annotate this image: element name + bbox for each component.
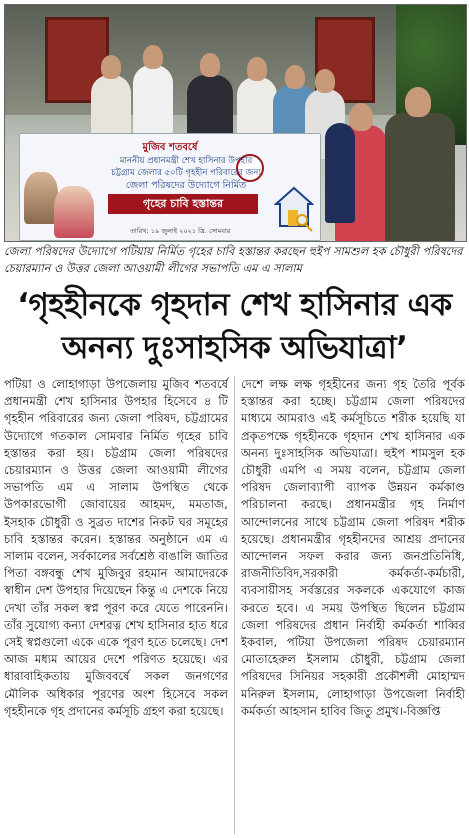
banner-date: তারিখ: ১৯ জুলাই ২০২১ খ্রি. সোমবার bbox=[130, 227, 231, 235]
key-handover-banner bbox=[19, 133, 321, 241]
photo-person-head bbox=[143, 45, 163, 69]
photo-person-head bbox=[200, 53, 220, 77]
photo-person-head bbox=[349, 103, 373, 131]
portrait-prime-minister bbox=[54, 186, 94, 238]
portrait-bangabandhu bbox=[24, 172, 58, 224]
banner-title: গৃহের চাবি হস্তান্তর bbox=[108, 194, 258, 214]
house-key-icon bbox=[274, 186, 314, 232]
banner-line-gift: মাননীয় প্রধানমন্ত্রী শেখ হাসিনার উপহার bbox=[119, 156, 253, 166]
article-column-right bbox=[234, 376, 465, 834]
photo-person bbox=[133, 65, 173, 135]
photo-person-head bbox=[315, 69, 335, 93]
photo-person-head bbox=[405, 87, 431, 117]
headline: ‘গৃহহীনকে গৃহদান শেখ হাসিনার এক অনন্য দুঃসাহসিক অভিযাত্রা’ bbox=[17, 287, 452, 366]
photo-person-head bbox=[285, 65, 305, 89]
photo-person-head bbox=[247, 57, 267, 81]
article-paragraph-right: দেশে লক্ষ লক্ষ গৃহহীনের জন্য গৃহ তৈরি পূর্বক হস্তান্তর করা হচ্ছে। চট্টগ্রাম জেলা পরিষদের মাধ্যমে আমরাও এই কর্মসূচিতে শরীক হয়েছি যা প্রকৃতপক্ষে গৃহহীনকে গৃহদান শেখ হাসিনার এক অনন্য দুঃসাহসিক অভিযাত্রা। হুইপ শামসুল হক চৌধুরী এমপি এ সময় বলেন, চট্টগ্রাম জেলা পরিষদ জেলাব্যাপী ব্যাপক উন্নয়ন কর্মকাণ্ড পরিচালনা করছে। প্রধানমন্ত্রীর গৃহ নির্মাণ আন্দোলনের সাথে চট্টগ্রাম জেলা পরিষদ শরীক হয়েছে। প্রধানমন্ত্রীর গৃহহীনদের আশ্রয় প্রদানের আন্দোলন সফল করার জন্য জনপ্রতিনিধি, রাজনীতিবিদ,সরকারী কর্মকর্তা-কর্মচারী, ব্যবসায়ীসহ সর্বস্তরের সকলকে একযোগে কাজ করতে হবে। এ সময় উপস্থিত ছিলেন চট্টগ্রাম জেলা পরিষদের প্রধান নির্বাহী কর্মকর্তা শাব্বির ইকবাল, পটিয়া উপজেলা পরিষদ চেয়ারম্যান মোতাহেরুল ইসলাম চৌধুরী, চট্টগ্রাম জেলা পরিষদের সিনিয়র সহকারী প্রকৌশলী মোহাম্মদ মনিরুল ইসলাম, লোহাগাড়া উপজেলা নির্বাহী কর্মকর্তা আহসান হাবিব জিতু প্রমুখ।-বিজ্ঞপ্তি bbox=[241, 377, 465, 718]
article-column-left bbox=[4, 376, 234, 834]
article-body bbox=[4, 376, 465, 834]
banner-line-initiative: জেলা পরিষদের উদ্যোগে নির্মিত bbox=[125, 180, 247, 191]
news-photo bbox=[4, 4, 467, 242]
article-paragraph-left: পটিয়া ও লোহাগাড়া উপজেলায় মুজিব শতবর্ষে প্রধানমন্ত্রী শেখ হাসিনার উপহার হিসেবে ৪ টি গৃহহীন পরিবারের জন্য জেলা পরিষদ, চট্টগ্রামের উদ্যোগে গতকাল সোমবার নির্মিত গৃহের চাবি হস্তান্তর করা হয়। চট্টগ্রাম জেলা পরিষদের চেয়ারম্যান ও উত্তর জেলা আওয়ামী লীগের সভাপতি এম এ সালাম উপস্থিত থেকে উপকারভোগী জোবায়ের আহমদ, মমতাজ, ইসহাক চৌধুরী ও সুব্রত দাশের নিকট ঘর সমূহের চাবি হস্তান্তর করেন। হস্তান্তর অনুষ্ঠানে এম এ সালাম বলেন, সর্বকালের সর্বশ্রেষ্ঠ বাঙালি জাতির পিতা বঙ্গবন্ধু শেখ মুজিবুর রহমান আমাদেরকে স্বাধীন দেশ উপহার দিয়েছেন কিন্তু এ দেশকে নিয়ে দেখা তাঁর সকল স্বপ্ন পূরণ করে যেতে পারেননি। তাঁর সুযোগ্য কন্যা দেশরত্ন শেখ হাসিনার হাত ধরে সেই স্বপ্নগুলো একে একে পূরণ হতে চলেছে। দেশ আজ মধ্যম আয়ের দেশে পরিণত হয়েছে। এর ধারাবাহিকতায় মুজিববর্ষে সকল জনগণের মৌলিক অধিকার পূরণের অংশ হিসেবে সকল গৃহহীনকে গৃহ প্রদানের কর্মসূচি গ্রহণ করা হয়েছে। bbox=[4, 377, 229, 718]
banner-line-families: চট্টগ্রাম জেলার ৫০টি গৃহহীন পরিবারের জন্য bbox=[111, 168, 261, 178]
photo-person bbox=[325, 123, 355, 223]
photo-person-head bbox=[101, 55, 121, 79]
photo-person bbox=[385, 113, 455, 242]
banner-line-mujib-year: মুজিব শতবর্ষে bbox=[142, 142, 198, 153]
photo-caption: জেলা পরিষদের উদ্যোগে পটিয়ায় নির্মিত গৃহের চাবি হস্তান্তর করছেন হুইপ সামশুল হক চৌধুরী পরিষদের চেয়ারম্যান ও উত্তর জেলা আওয়ামী লীগের সভাপতি এম এ সালাম bbox=[4, 245, 463, 275]
